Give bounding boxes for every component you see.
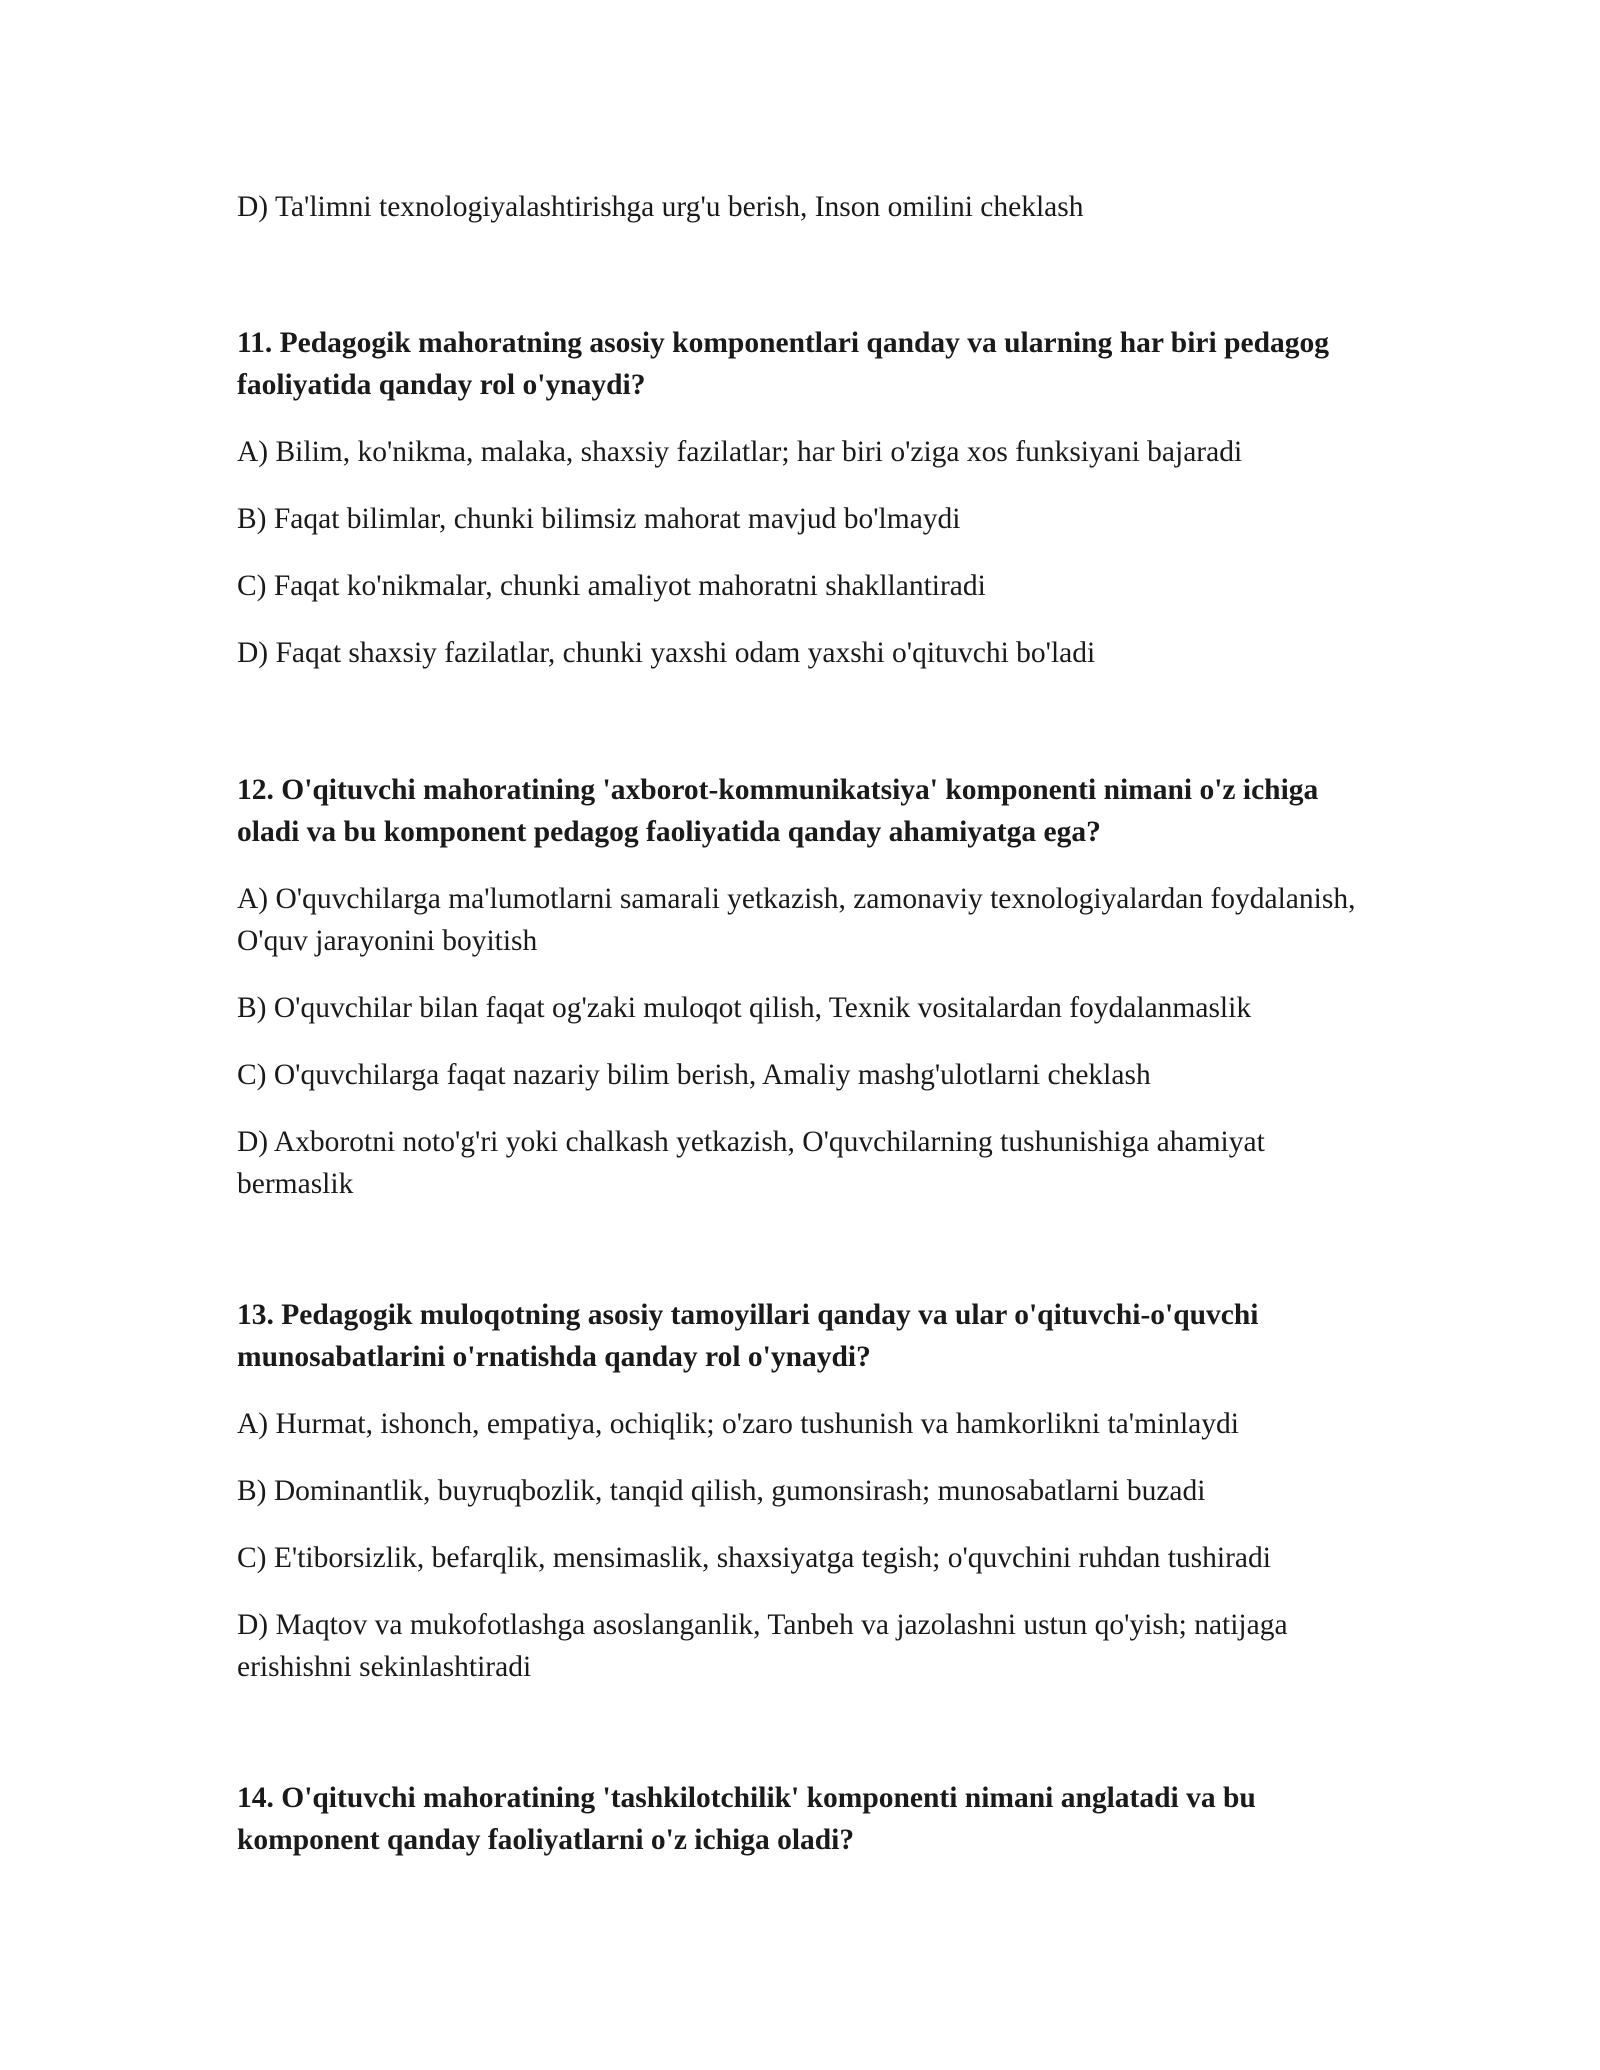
answer-option: C) O'quvchilarga faqat nazariy bilim berish, Amaliy mashg'ulotlarni cheklash — [237, 1059, 1151, 1091]
answer-option: D) Maqtov va mukofotlashga asoslanganlik, Tanbeh va jazolashni ustun qo'yish; natijaga erishishni sekinlashtiradi — [237, 1609, 1288, 1683]
question-12: 12. O'qituvchi mahoratining 'axborot-kommunikatsiya' komponenti nimani o'z ichiga oladi va bu komponent pedagog faoliyatida qanday ahamiyatga ega? — [237, 774, 1319, 848]
answer-option: D) Axborotni noto'g'ri yoki chalkash yetkazish, O'quvchilarning tushunishiga ahamiyat bermaslik — [237, 1126, 1265, 1200]
answer-option: A) Hurmat, ishonch, empatiya, ochiqlik; o'zaro tushunish va hamkorlikni ta'minlaydi — [237, 1408, 1239, 1440]
question-11: 11. Pedagogik mahoratning asosiy komponentlari qanday va ularning har biri pedagog faoliyatida qanday rol o'ynaydi? — [237, 327, 1329, 401]
answer-option: B) Faqat bilimlar, chunki bilimsiz mahorat mavjud bo'lmaydi — [237, 503, 961, 535]
answer-option: B) Dominantlik, buyruqbozlik, tanqid qilish, gumonsirash; munosabatlarni buzadi — [237, 1475, 1206, 1507]
answer-option: A) Bilim, ko'nikma, malaka, shaxsiy fazilatlar; har biri o'ziga xos funksiyani bajaradi — [237, 436, 1243, 468]
answer-option: D) Faqat shaxsiy fazilatlar, chunki yaxshi odam yaxshi o'qituvchi bo'ladi — [237, 637, 1096, 669]
question-13: 13. Pedagogik muloqotning asosiy tamoyillari qanday va ular o'qituvchi-o'quvchi munosabatlarini o'rnatishda qanday rol o'ynaydi? — [237, 1299, 1259, 1373]
answer-option: A) O'quvchilarga ma'lumotlarni samarali yetkazish, zamonaviy texnologiyalardan foydalanish, O'quv jarayonini boyitish — [237, 883, 1356, 957]
answer-option: D) Ta'limni texnologiyalashtirishga urg'u berish, Inson omilini cheklash — [237, 191, 1084, 223]
answer-option: B) O'quvchilar bilan faqat og'zaki muloqot qilish, Texnik vositalardan foydalanmaslik — [237, 992, 1252, 1024]
answer-option: C) E'tiborsizlik, befarqlik, mensimaslik, shaxsiyatga tegish; o'quvchini ruhdan tushiradi — [237, 1542, 1271, 1574]
answer-option: C) Faqat ko'nikmalar, chunki amaliyot mahoratni shakllantiradi — [237, 570, 986, 602]
question-14: 14. O'qituvchi mahoratining 'tashkilotchilik' komponenti nimani anglatadi va bu komponent qanday faoliyatlarni o'z ichiga oladi? — [237, 1782, 1256, 1856]
